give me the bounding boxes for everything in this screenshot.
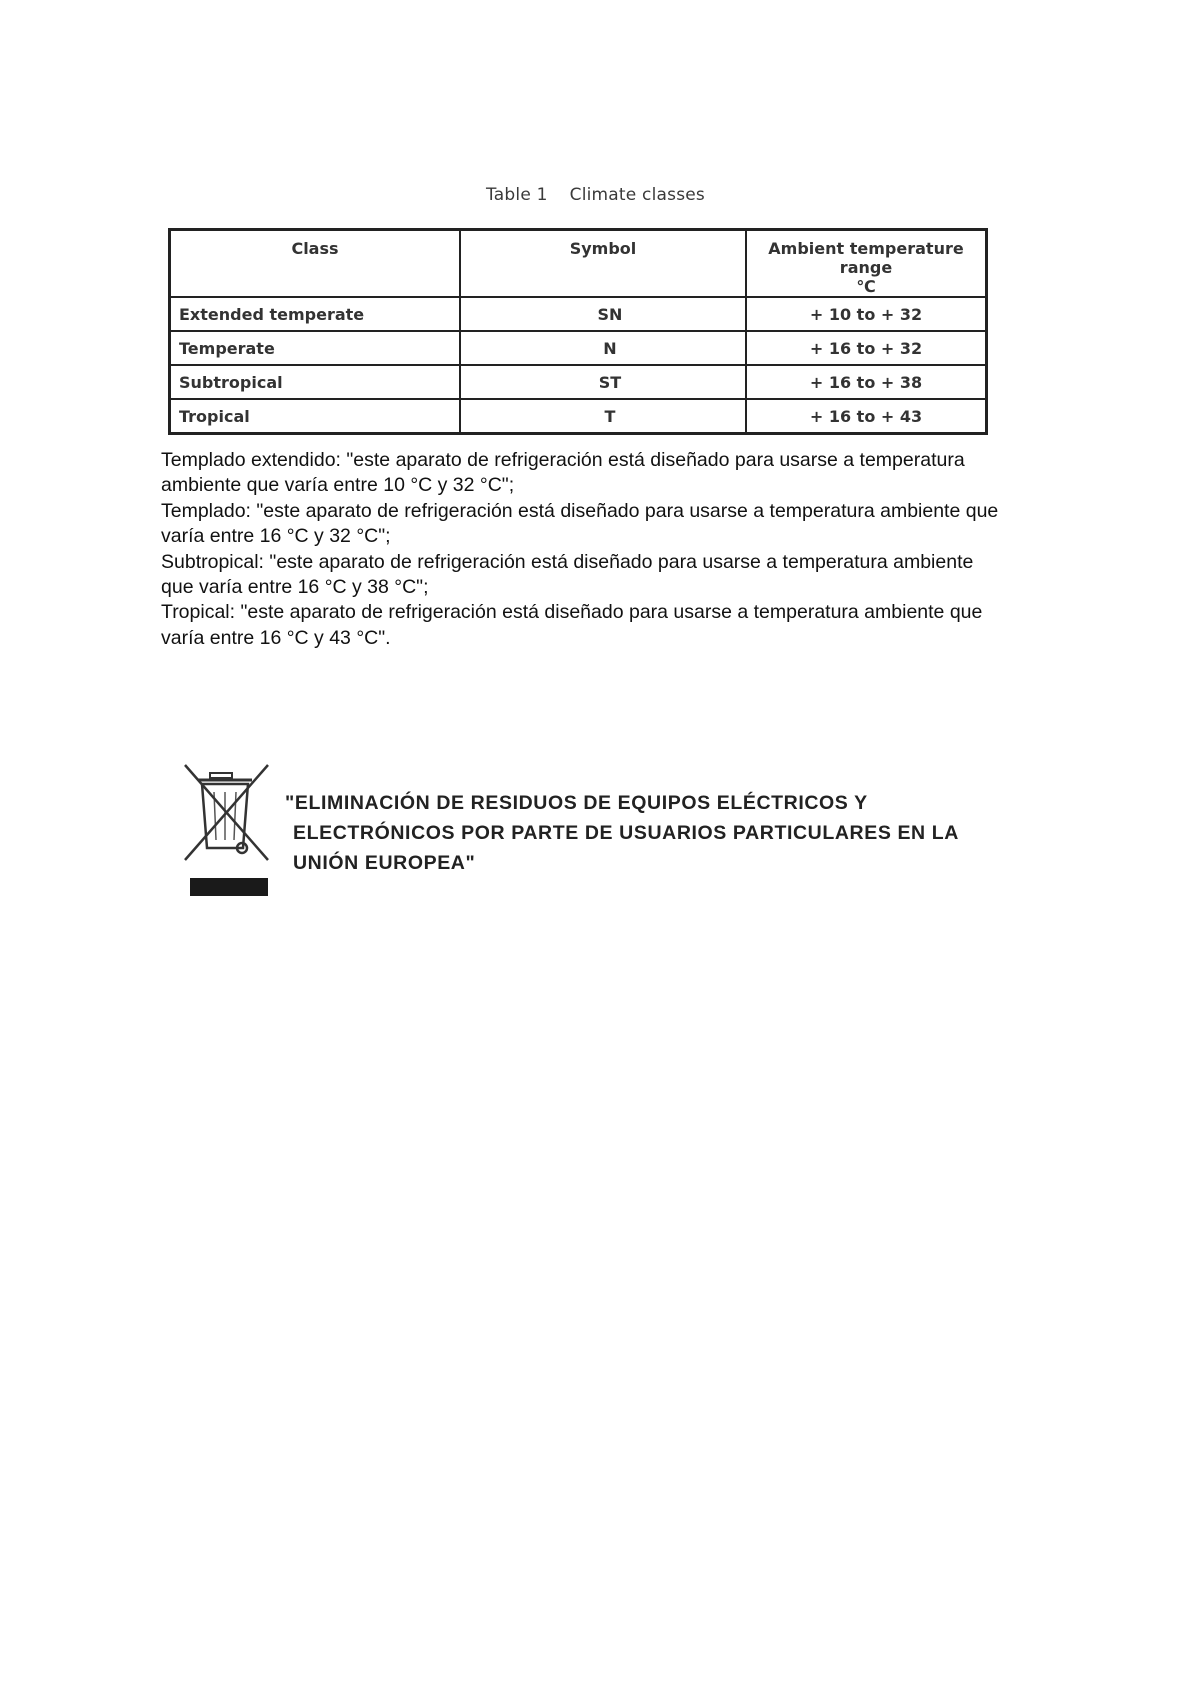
weee-title-line-3: UNIÓN EUROPEA" (293, 852, 476, 874)
table-caption-title: Climate classes (569, 185, 705, 205)
header-class: Class (170, 230, 461, 298)
table-caption (0, 185, 1191, 205)
climate-classes-table (168, 228, 988, 435)
table-row (170, 331, 987, 365)
table-row (170, 365, 987, 399)
crossed-out-wheelie-bin-icon (180, 760, 275, 900)
cell-symbol: N (460, 331, 746, 365)
cell-class: Extended temperate (170, 297, 461, 331)
description-extended-temperate: Templado extendido: "este aparato de refrigeración está diseñado para usarse a temperatura ambiente que varía entre 10 °C y 32 °C"; (161, 449, 965, 497)
weee-notice (165, 742, 1010, 902)
header-range-unit: ℃ (856, 277, 876, 296)
cell-symbol: T (460, 399, 746, 434)
cell-class: Temperate (170, 331, 461, 365)
header-range-label: Ambient temperature range (768, 239, 964, 277)
table-caption-label: Table 1 (486, 185, 548, 205)
cell-symbol: SN (460, 297, 746, 331)
cell-range: + 16 to + 32 (746, 331, 987, 365)
cell-symbol: ST (460, 365, 746, 399)
description-tropical: Tropical: "este aparato de refrigeración está diseñado para usarse a temperatura ambiente que varía entre 16 °C y 43 °C". (161, 601, 983, 649)
climate-class-descriptions (161, 448, 1001, 651)
cell-range: + 16 to + 43 (746, 399, 987, 434)
header-symbol: Symbol (460, 230, 746, 298)
cell-range: + 10 to + 32 (746, 297, 987, 331)
weee-title (285, 788, 1005, 878)
cell-range: + 16 to + 38 (746, 365, 987, 399)
table-row (170, 399, 987, 434)
weee-title-line-1: "ELIMINACIÓN DE RESIDUOS DE EQUIPOS ELÉCTRICOS Y (285, 792, 868, 814)
weee-title-line-2: ELECTRÓNICOS POR PARTE DE USUARIOS PARTICULARES EN LA (293, 822, 959, 844)
table-header-row (170, 230, 987, 298)
cell-class: Subtropical (170, 365, 461, 399)
description-temperate: Templado: "este aparato de refrigeración está diseñado para usarse a temperatura ambiente que varía entre 16 °C y 32 °C"; (161, 499, 999, 548)
table-row (170, 297, 987, 331)
description-subtropical: Subtropical: "este aparato de refrigeración está diseñado para usarse a temperatura ambiente que varía entre 16 °C y 38 °C"; (161, 550, 974, 599)
cell-class: Tropical (170, 399, 461, 434)
header-range (746, 230, 987, 298)
